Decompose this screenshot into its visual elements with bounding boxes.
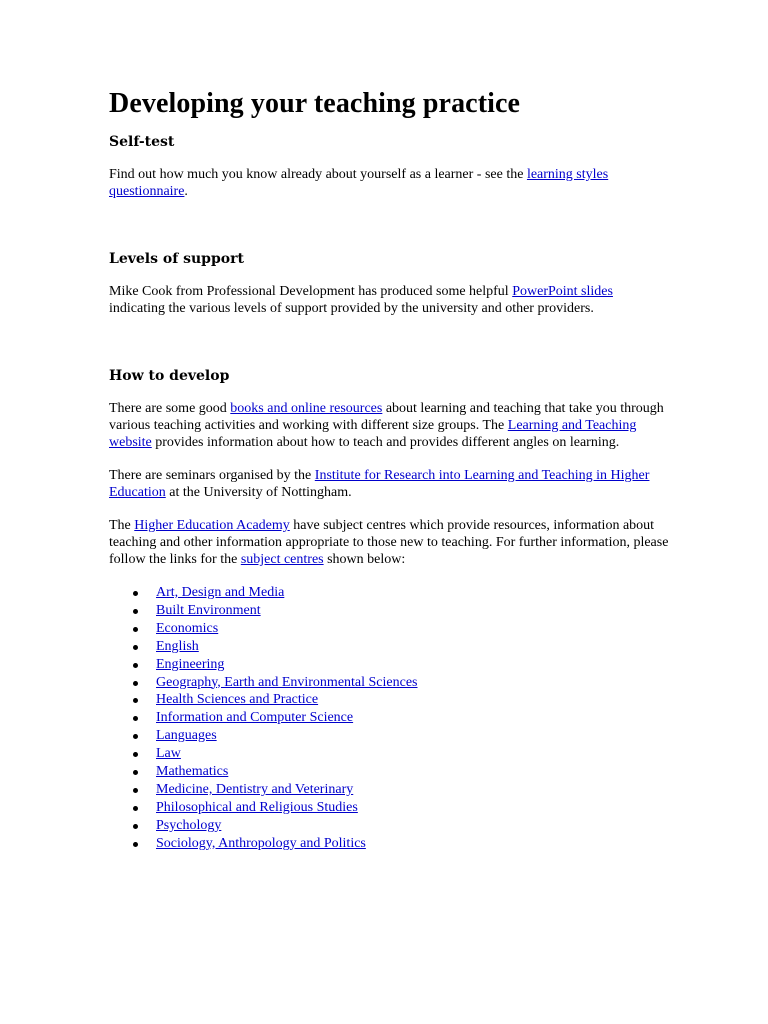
how-to-develop-paragraph-2 xyxy=(109,467,669,501)
list-item xyxy=(156,799,669,817)
develop-p3-text-1: The xyxy=(109,518,135,533)
list-item xyxy=(156,674,669,692)
subject-link-economics[interactable]: Economics xyxy=(156,620,219,636)
develop-p3-text-2: have subject centres which provide resources, information about teaching and other information appropriate to those new to teaching. For further information, please follow the links for the xyxy=(109,518,669,567)
develop-p2-text-2: at the University of Nottingham. xyxy=(165,485,352,500)
list-item xyxy=(156,638,669,656)
levels-of-support-paragraph xyxy=(109,283,669,317)
list-item xyxy=(156,656,669,674)
list-item xyxy=(156,817,669,835)
subject-centres-link[interactable]: subject centres xyxy=(240,552,324,567)
subject-link-psychology[interactable]: Psychology xyxy=(156,817,222,833)
list-item xyxy=(156,745,669,763)
subject-link-health-sciences[interactable]: Health Sciences and Practice xyxy=(156,692,319,708)
document-page xyxy=(109,86,669,853)
self-test-text-end: . xyxy=(184,184,188,199)
subject-link-philosophical-religious[interactable]: Philosophical and Religious Studies xyxy=(156,799,358,815)
subject-link-languages[interactable]: Languages xyxy=(156,728,217,744)
develop-p2-text-1: There are seminars organised by the xyxy=(109,468,315,483)
list-item xyxy=(156,727,669,745)
higher-education-academy-link[interactable]: Higher Education Academy xyxy=(134,518,290,533)
list-item xyxy=(156,763,669,781)
learning-styles-questionnaire-link[interactable]: learning styles questionnaire xyxy=(109,167,609,199)
how-to-develop-paragraph-3 xyxy=(109,517,669,568)
self-test-paragraph xyxy=(109,166,669,200)
list-item xyxy=(156,620,669,638)
subject-link-english[interactable]: English xyxy=(156,638,199,654)
self-test-text: Find out how much you know already about yourself as a learner - see the xyxy=(109,167,527,182)
list-item xyxy=(156,584,669,602)
list-item xyxy=(156,709,669,727)
levels-text: Mike Cook from Professional Development has produced some helpful xyxy=(109,284,513,299)
develop-p3-text-3: shown below: xyxy=(323,552,406,567)
learning-and-teaching-website-link[interactable]: Learning and Teaching website xyxy=(109,418,637,450)
institute-for-research-link[interactable]: Institute for Research into Learning and Teaching in Higher Education xyxy=(109,468,650,500)
develop-p1-text-1: There are some good xyxy=(109,401,231,416)
subject-link-engineering[interactable]: Engineering xyxy=(156,656,225,672)
subject-link-geography[interactable]: Geography, Earth and Environmental Sciences xyxy=(156,674,418,690)
levels-text-end: indicating the various levels of support provided by the university and other providers. xyxy=(109,301,594,316)
subject-link-law[interactable]: Law xyxy=(156,746,181,762)
books-and-online-resources-link[interactable]: books and online resources xyxy=(230,401,383,416)
powerpoint-slides-link[interactable]: PowerPoint slides xyxy=(512,284,613,299)
list-item xyxy=(156,602,669,620)
subject-link-built-environment[interactable]: Built Environment xyxy=(156,602,261,618)
subject-centres-list xyxy=(109,584,669,853)
levels-of-support-heading: Levels of support xyxy=(109,251,244,267)
how-to-develop-heading: How to develop xyxy=(109,368,230,384)
page-title: Developing your teaching practice xyxy=(109,88,521,119)
self-test-heading: Self-test xyxy=(109,134,175,150)
list-item xyxy=(156,781,669,799)
how-to-develop-paragraph-1 xyxy=(109,400,669,451)
develop-p1-text-2: about learning and teaching that take you through various teaching activities and working with different size groups. The xyxy=(109,401,664,433)
subject-link-sociology[interactable]: Sociology, Anthropology and Politics xyxy=(156,835,366,851)
develop-p1-text-3: provides information about how to teach and provides different angles on learning. xyxy=(151,435,620,450)
subject-link-mathematics[interactable]: Mathematics xyxy=(156,764,229,780)
list-item xyxy=(156,835,669,853)
subject-link-information-computer-science[interactable]: Information and Computer Science xyxy=(156,710,354,726)
subject-link-medicine[interactable]: Medicine, Dentistry and Veterinary xyxy=(156,781,354,797)
subject-link-art-design-media[interactable]: Art, Design and Media xyxy=(156,585,285,600)
list-item xyxy=(156,691,669,709)
